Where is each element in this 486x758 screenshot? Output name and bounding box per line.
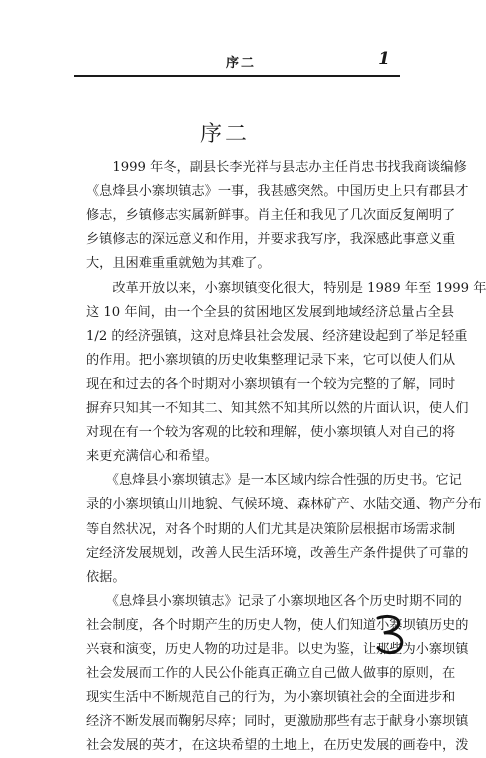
text-line: 经济不断发展而鞠躬尽瘁；同时，更激励那些有志于献身小寨坝镇	[86, 714, 469, 730]
text-line: 《息烽县小寨坝镇志》是一本区域内综合性强的历史书。它记	[86, 473, 462, 489]
text-line: 1999 年冬，副县长李光祥与县志办主任肖忠书找我商谈编修	[86, 160, 467, 175]
text-line: 的作用。把小寨坝镇的历史收集整理记录下来，它可以使人们从	[86, 352, 456, 368]
text-line: 《息烽县小寨坝镇志》一事，我甚感突然。中国历史上只有郡县才	[86, 184, 469, 200]
text-line: 这 10 年间，由一个全县的贫困地区发展到地域经济总量占全县	[86, 304, 455, 320]
page-title: 序二	[199, 122, 250, 147]
text-line: 摒弃只知其一不知其二、知其然不知其所以然的片面认识，使人们	[86, 401, 469, 416]
text-line: 来更充满信心和希望。	[86, 449, 218, 465]
text-line: 社会制度，各个时期产生的历史人物，使人们知道小寨坝镇历史的	[86, 617, 469, 633]
text-line: 1/2 的经济强镇，这对息烽县社会发展、经济建设起到了举足轻重	[86, 328, 468, 344]
text-line: 现实生活中不断规范自己的行为，为小寨坝镇社会的全面进步和	[86, 690, 456, 706]
text-line: 兴衰和演变，历史人物的功过是非。以史为鉴，让那些为小寨坝镇	[86, 642, 469, 657]
text-line: 修志，乡镇修志实属新鲜事。肖主任和我见了几次面反复阐明了	[86, 208, 456, 224]
header-rule	[74, 75, 400, 77]
text-line: 现在和过去的各个时期对小寨坝镇有一个较为完整的了解，同时	[86, 376, 456, 392]
text-line: 《息烽县小寨坝镇志》记录了小寨坝地区各个历史时期不同的	[86, 593, 462, 609]
text-line: 社会发展而工作的人民公仆能真正确立自己做人做事的原则，在	[86, 666, 456, 682]
text-line: 乡镇修志的深远意义和作用，并要求我写序，我深感此事意义重	[86, 232, 456, 248]
header-title: 序二	[226, 56, 257, 71]
header-page-number: 1	[378, 49, 390, 69]
handwritten-page-mark	[372, 612, 412, 656]
text-line: 依据。	[86, 569, 126, 585]
text-line: 录的小寨坝镇山川地貌、气候环境、森林矿产、水陆交通、物产分布	[86, 497, 482, 513]
text-line: 等自然状况，对各个时期的人们尤其是决策阶层根据市场需求制	[86, 521, 456, 537]
text-line: 改革开放以来，小寨坝镇变化很大，特别是 1989 年至 1999 年	[86, 280, 486, 296]
running-header	[74, 49, 394, 74]
text-line: 社会发展的英才，在这块希望的土地上，在历史发展的画卷中，泼	[86, 738, 469, 754]
text-line: 定经济发展规划，改善人民生活环境，改善生产条件提供了可靠的	[86, 545, 469, 561]
text-line: 对现在有一个较为客观的比较和理解，使小寨坝镇人对自己的将	[86, 425, 456, 441]
text-line: 大，且困难重重就勉为其难了。	[86, 256, 271, 272]
